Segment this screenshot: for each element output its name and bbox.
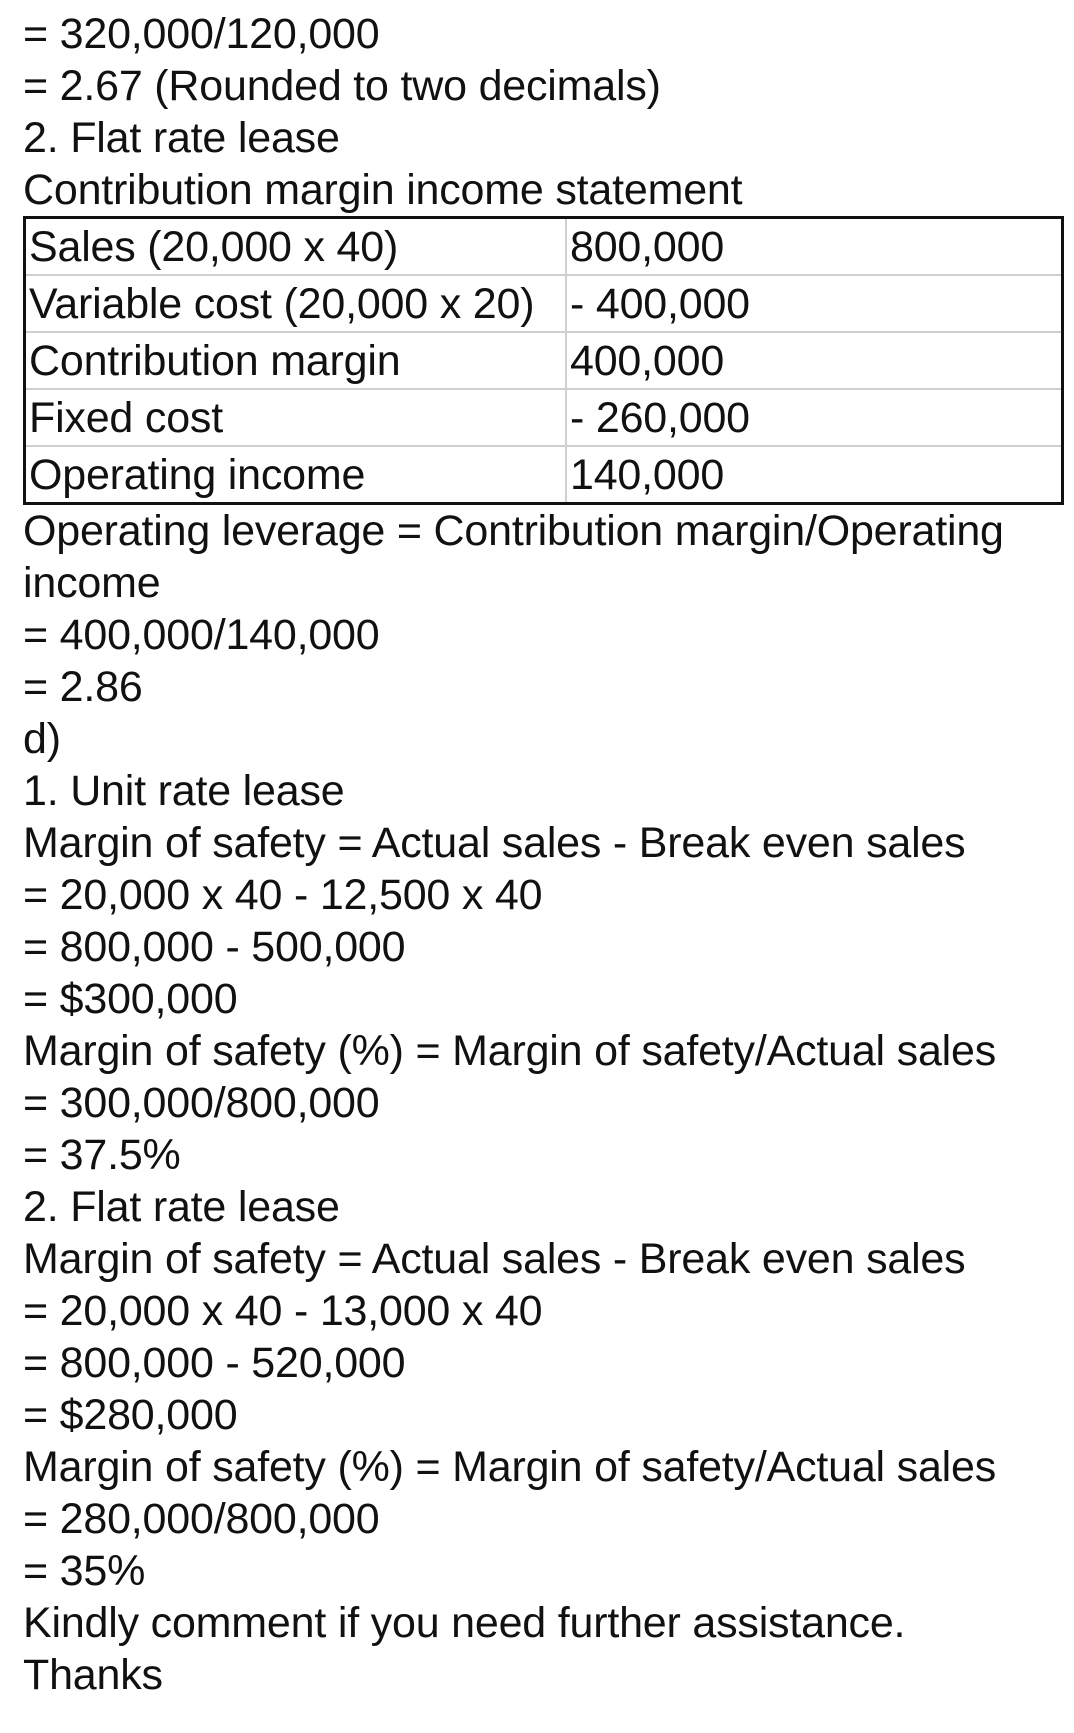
row-label: Operating income [25, 446, 567, 504]
text-line: = 320,000/120,000 [23, 10, 380, 58]
operating-leverage-formula: Operating leverage = Contribution margin/Operating income [23, 507, 1004, 607]
text-line: = 280,000/800,000 [23, 1495, 380, 1543]
section-heading: 2. Flat rate lease [23, 114, 340, 162]
contribution-margin-income-statement [23, 216, 1064, 505]
text-line: = 35% [23, 1547, 146, 1595]
text-line: = $280,000 [23, 1391, 238, 1439]
text-line: = 300,000/800,000 [23, 1079, 380, 1127]
table-row [25, 275, 1063, 332]
statement-title: Contribution margin income statement [23, 166, 743, 214]
table-row [25, 332, 1063, 389]
closing-thanks: Thanks [23, 1651, 163, 1699]
section-heading: 2. Flat rate lease [23, 1183, 340, 1231]
table-row [25, 389, 1063, 446]
text-line: = 20,000 x 40 - 12,500 x 40 [23, 871, 543, 919]
table-row [25, 446, 1063, 504]
row-value: 140,000 [566, 446, 1063, 504]
text-line: = 2.86 [23, 663, 143, 711]
text-line: Margin of safety = Actual sales - Break even sales [23, 1235, 966, 1283]
text-line: = 800,000 - 520,000 [23, 1339, 406, 1387]
text-line: = 400,000/140,000 [23, 611, 380, 659]
row-label: Sales (20,000 x 40) [25, 218, 567, 276]
section-heading: d) [23, 715, 61, 763]
row-value: - 260,000 [566, 389, 1063, 446]
text-line: Margin of safety (%) = Margin of safety/Actual sales [23, 1443, 997, 1491]
text-line: = $300,000 [23, 975, 238, 1023]
row-label: Fixed cost [25, 389, 567, 446]
section-heading: 1. Unit rate lease [23, 767, 345, 815]
row-label: Contribution margin [25, 332, 567, 389]
text-line: = 37.5% [23, 1131, 181, 1179]
row-value: 800,000 [566, 218, 1063, 276]
text-line: = 800,000 - 500,000 [23, 923, 406, 971]
table-row [25, 218, 1063, 276]
solution-document [23, 8, 1063, 1701]
text-line: = 20,000 x 40 - 13,000 x 40 [23, 1287, 543, 1335]
text-line: = 2.67 (Rounded to two decimals) [23, 62, 661, 110]
text-line: Margin of safety (%) = Margin of safety/Actual sales [23, 1027, 997, 1075]
row-label: Variable cost (20,000 x 20) [25, 275, 567, 332]
text-line: Margin of safety = Actual sales - Break even sales [23, 819, 966, 867]
row-value: - 400,000 [566, 275, 1063, 332]
closing-remark: Kindly comment if you need further assistance. [23, 1599, 906, 1647]
row-value: 400,000 [566, 332, 1063, 389]
